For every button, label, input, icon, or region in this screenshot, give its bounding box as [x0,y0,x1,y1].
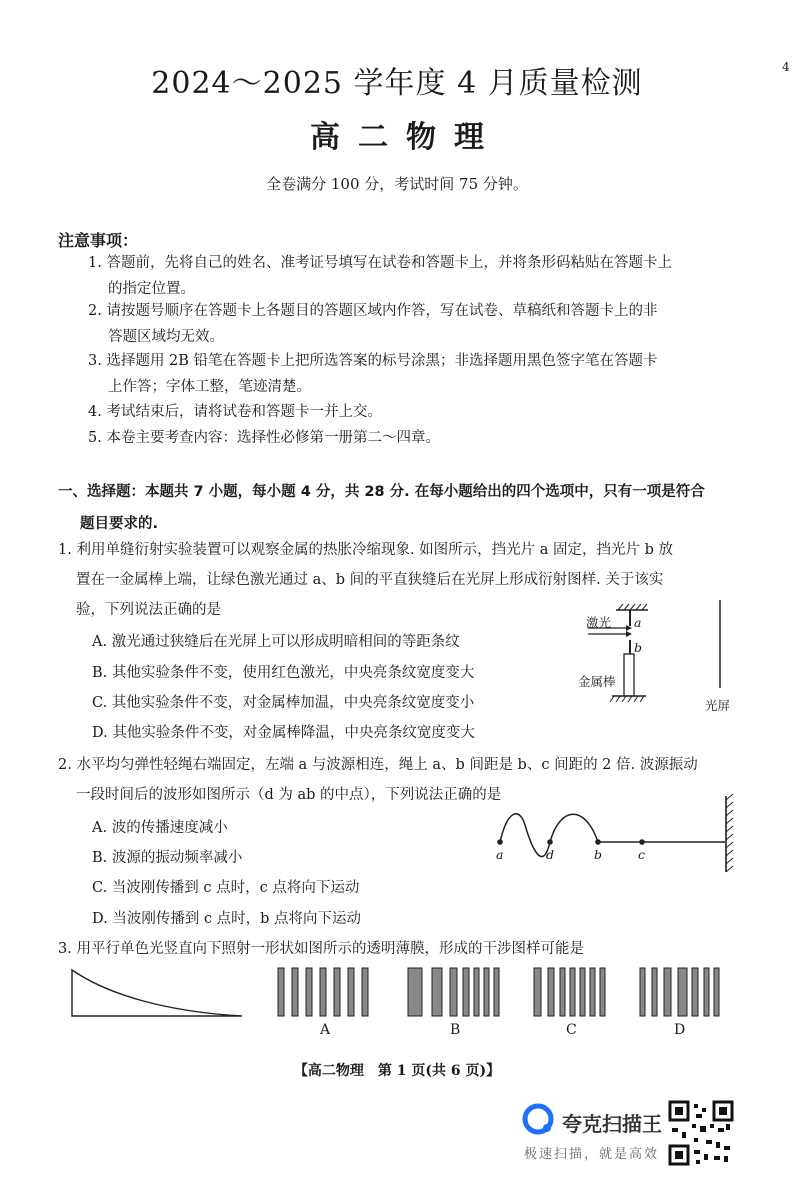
q3-film-shape [70,966,250,1022]
q2-stem-2: 一段时间后的波形如图所示（d 为 ab 的中点），下列说法正确的是 [76,787,502,803]
label-rod: 金属棒 [578,674,616,689]
q2-option-c: C. 当波刚传播到 c 点时，c 点将向下运动 [92,880,360,896]
option-b-fringes [408,968,499,1016]
option-a-fringes [278,968,368,1016]
q2-option-b: B. 波源的振动频率减小 [92,850,243,866]
q1-option-d: D. 其他实验条件不变，对金属棒降温，中央亮条纹宽度变大 [92,725,475,741]
top-hatch [618,604,647,610]
point-c [639,839,645,845]
q1-option-c: C. 其他实验条件不变，对金属棒加温，中央亮条纹宽度变小 [92,695,475,711]
notice-item: 2. 请按题号顺序在答题卡上各题目的答题区域内作答，写在试卷、草稿纸和答题卡上的非 [88,303,658,319]
label-b: b [634,640,643,655]
brand-slogan: 极速扫描，就是高效 [524,1147,660,1162]
qr-code-icon [668,1100,734,1166]
label-laser: 激光 [586,615,612,630]
wave-label-c: c [638,847,646,862]
score-time-info: 全卷满分 100 分，考试时间 75 分钟。 [266,175,528,193]
page-footer: 【高二物理 第 1 页(共 6 页)】 [293,1063,501,1079]
notice-item: 1. 答题前，先将自己的姓名、准考证号填写在试卷和答题卡上，并将条形码粘贴在答题卡上 [88,255,672,271]
film-wedge [72,970,242,1016]
wall-hatch [726,794,733,872]
q2-option-d: D. 当波刚传播到 c 点时，b 点将向下运动 [92,911,362,927]
section-heading-line2: 题目要求的. [80,516,159,532]
q1-option-b: B. 其他实验条件不变，使用红色激光，中央亮条纹宽度变大 [92,665,475,681]
wave-label-a: a [496,847,504,862]
notice-item: 的指定位置。 [108,281,195,297]
section-heading-line1: 一、选择题：本题共 7 小题，每小题 4 分，共 28 分. 在每小题给出的四个选项中，只有一项是符合 [58,484,705,500]
fringe-label-d: D [674,1022,686,1038]
notice-item: 上作答；字体工整，笔迹清楚。 [108,379,311,395]
wave-label-b: b [594,847,603,862]
label-a: a [634,615,642,630]
fringe-label-c: C [566,1022,577,1038]
point-d [547,839,553,845]
label-screen: 光屏 [705,698,731,713]
option-d-fringes [640,968,719,1016]
brand-name: 夸克扫描王 [562,1112,662,1136]
metal-rod [624,654,634,696]
q1-stem-2: 置在一金属棒上端，让绿色激光通过 a、b 间的平直狭缝后在光屏上形成衍射图样. 关于该实 [76,572,664,588]
exam-title: 2024～2025 学年度 4 月质量检测 [151,66,643,101]
q1-stem-1: 1. 利用单缝衍射实验装置可以观察金属的热胀冷缩现象. 如图所示，挡光片 a 固定，挡光片 b 放 [58,542,674,558]
notice-item: 5. 本卷主要考查内容：选择性必修第一册第二～四章。 [88,430,440,446]
notice-item: 3. 选择题用 2B 铅笔在答题卡上把所选答案的标号涂黑；非选择题用黑色签字笔在答题卡 [88,353,658,369]
notice-item: 答题区域均无效。 [108,329,224,345]
option-c-fringes [534,968,605,1016]
quark-logo-icon [522,1103,556,1137]
section-heading [58,476,748,540]
notice-heading: 注意事项： [58,231,139,250]
page-corner-number: 4 [782,60,790,74]
q2-stem-1: 2. 水平均匀弹性轻绳右端固定，左端 a 与波源相连，绳上 a、b 间距是 b、c 间距的 2 倍. 波源振动 [58,757,698,773]
q3-fringe-options [272,966,722,1020]
q2-wave-figure [490,790,740,882]
point-a [497,839,503,845]
q1-stem-3: 验，下列说法正确的是 [76,602,221,618]
wave-label-d: d [546,847,555,862]
point-b [595,839,601,845]
fringe-label-a: A [320,1022,331,1038]
fringe-label-b: B [450,1022,461,1038]
laser-arrow-head [626,631,632,637]
wave-curve [500,814,725,857]
q1-option-a: A. 激光通过狭缝后在光屏上可以形成明暗相间的等距条纹 [92,634,460,650]
subject-title: 高二物理 [310,120,502,155]
bottom-hatch [610,696,644,702]
q2-option-a: A. 波的传播速度减小 [92,820,228,836]
notice-item: 4. 考试结束后，请将试卷和答题卡一并上交。 [88,404,382,420]
q3-stem: 3. 用平行单色光竖直向下照射一形状如图所示的透明薄膜，形成的干涉图样可能是 [58,941,584,957]
